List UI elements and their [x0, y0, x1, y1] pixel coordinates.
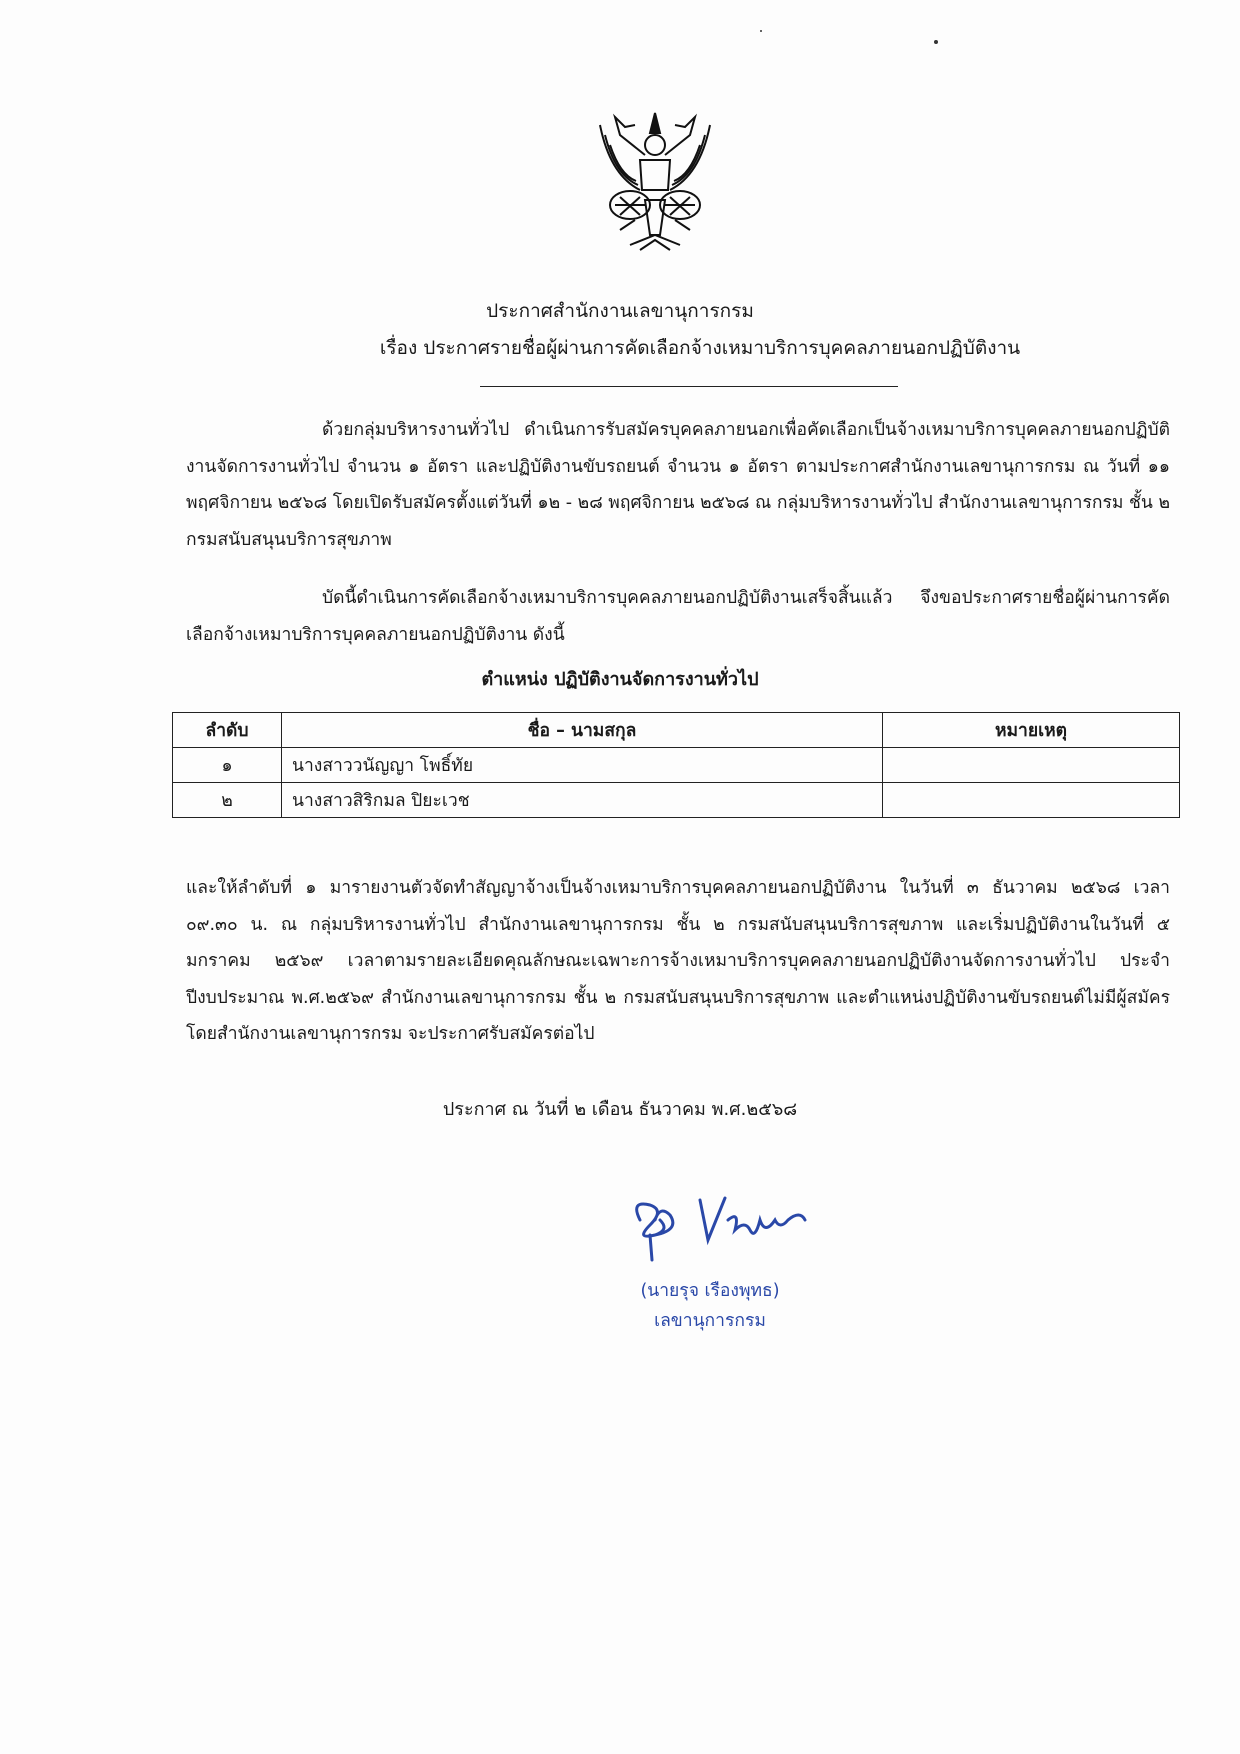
header-name: ชื่อ – นามสกุล — [282, 713, 883, 748]
signature-block — [580, 1276, 840, 1336]
paragraph-intro — [186, 412, 1170, 558]
row-name: นางสาววนัญญา โพธิ์ทัย — [282, 748, 883, 783]
table-caption: ตำแหน่ง ปฏิบัติงานจัดการงานทั่วไป — [481, 669, 759, 690]
row-number: ๑ — [173, 748, 282, 783]
paragraph-intro-text: ด้วยกลุ่มบริหารงานทั่วไป ดำเนินการรับสมัครบุคคลภายนอกเพื่อคัดเลือกเป็นจ้างเหมาบริการบุคคลภายนอกปฏิบัติงานจัดการงานทั่วไป จำนวน ๑ อัตรา และปฏิบัติงานขับรถยนต์ จำนวน ๑ อัตรา ตามประกาศสำนักงานเลขานุการกรม ณ วันที่ ๑๑ พฤศจิกายน ๒๕๖๘ โดยเปิดรับสมัครตั้งแต่วันที่ ๑๒ - ๒๘ พฤศจิกายน ๒๕๖๘ ณ กลุ่มบริหารงานทั่วไป สำนักงานเลขานุการกรม ชั้น ๒ กรมสนับสนุนบริการสุขภาพ — [186, 420, 1170, 550]
table-row — [173, 748, 1180, 783]
paragraph-result — [186, 580, 1170, 653]
paragraph-instructions: และให้ลำดับที่ ๑ มารายงานตัวจัดทำสัญญาจ้างเป็นจ้างเหมาบริการบุคคลภายนอกปฏิบัติงาน ในวันที่ ๓ ธันวาคม ๒๕๖๘ เวลา ๐๙.๓๐ น. ณ กลุ่มบริหารงานทั่วไป สำนักงานเลขานุการกรม ชั้น ๒ กรมสนับสนุนบริการสุขภาพ และเริ่มปฏิบัติงานในวันที่ ๕ มกราคม ๒๕๖๙ เวลาตามรายละเอียดคุณลักษณะเฉพาะการจ้างเหมาบริการบุคคลภายนอกปฏิบัติงานจัดการงานทั่วไป ประจำปีงบประมาณ พ.ศ.๒๕๖๙ สำนักงานเลขานุการกรม ชั้น ๒ กรมสนับสนุนบริการสุขภาพ และตำแหน่งปฏิบัติงานขับรถยนต์ไม่มีผู้สมัคร โดยสำนักงานเลขานุการกรม จะประกาศรับสมัครต่อไป — [186, 878, 1170, 1044]
signature-icon — [630, 1190, 830, 1270]
table-header-row — [173, 713, 1180, 748]
header-order: ลำดับ — [173, 713, 282, 748]
selected-candidates-table — [172, 712, 1180, 818]
table-row — [173, 783, 1180, 818]
document-subject: เรื่อง ประกาศรายชื่อผู้ผ่านการคัดเลือกจ้างเหมาบริการบุคคลภายนอกปฏิบัติงาน — [379, 337, 1021, 359]
header-remark: หมายเหตุ — [883, 713, 1180, 748]
signer-name: (นายรุจ เรืองพุทธ) — [640, 1281, 780, 1301]
paragraph-result-text: บัดนี้ดำเนินการคัดเลือกจ้างเหมาบริการบุคคลภายนอกปฏิบัติงานเสร็จสิ้นแล้ว จึงขอประกาศรายชื่อผู้ผ่านการคัดเลือกจ้างเหมาบริการบุคคลภายนอกปฏิบัติงาน ดังนี้ — [186, 588, 1170, 645]
row-number: ๒ — [173, 783, 282, 818]
signer-position: เลขานุการกรม — [654, 1311, 766, 1331]
document-title: ประกาศสำนักงานเลขานุการกรม — [486, 300, 754, 322]
row-name: นางสาวสิริกมล ปิยะเวช — [282, 783, 883, 818]
scan-speck — [934, 40, 938, 44]
announcement-date: ประกาศ ณ วันที่ ๒ เดือน ธันวาคม พ.ศ.๒๕๖๘ — [442, 1099, 798, 1120]
scan-speck — [760, 30, 762, 32]
row-remark — [883, 748, 1180, 783]
row-remark — [883, 783, 1180, 818]
garuda-emblem-icon — [590, 105, 720, 255]
title-divider — [480, 386, 898, 387]
